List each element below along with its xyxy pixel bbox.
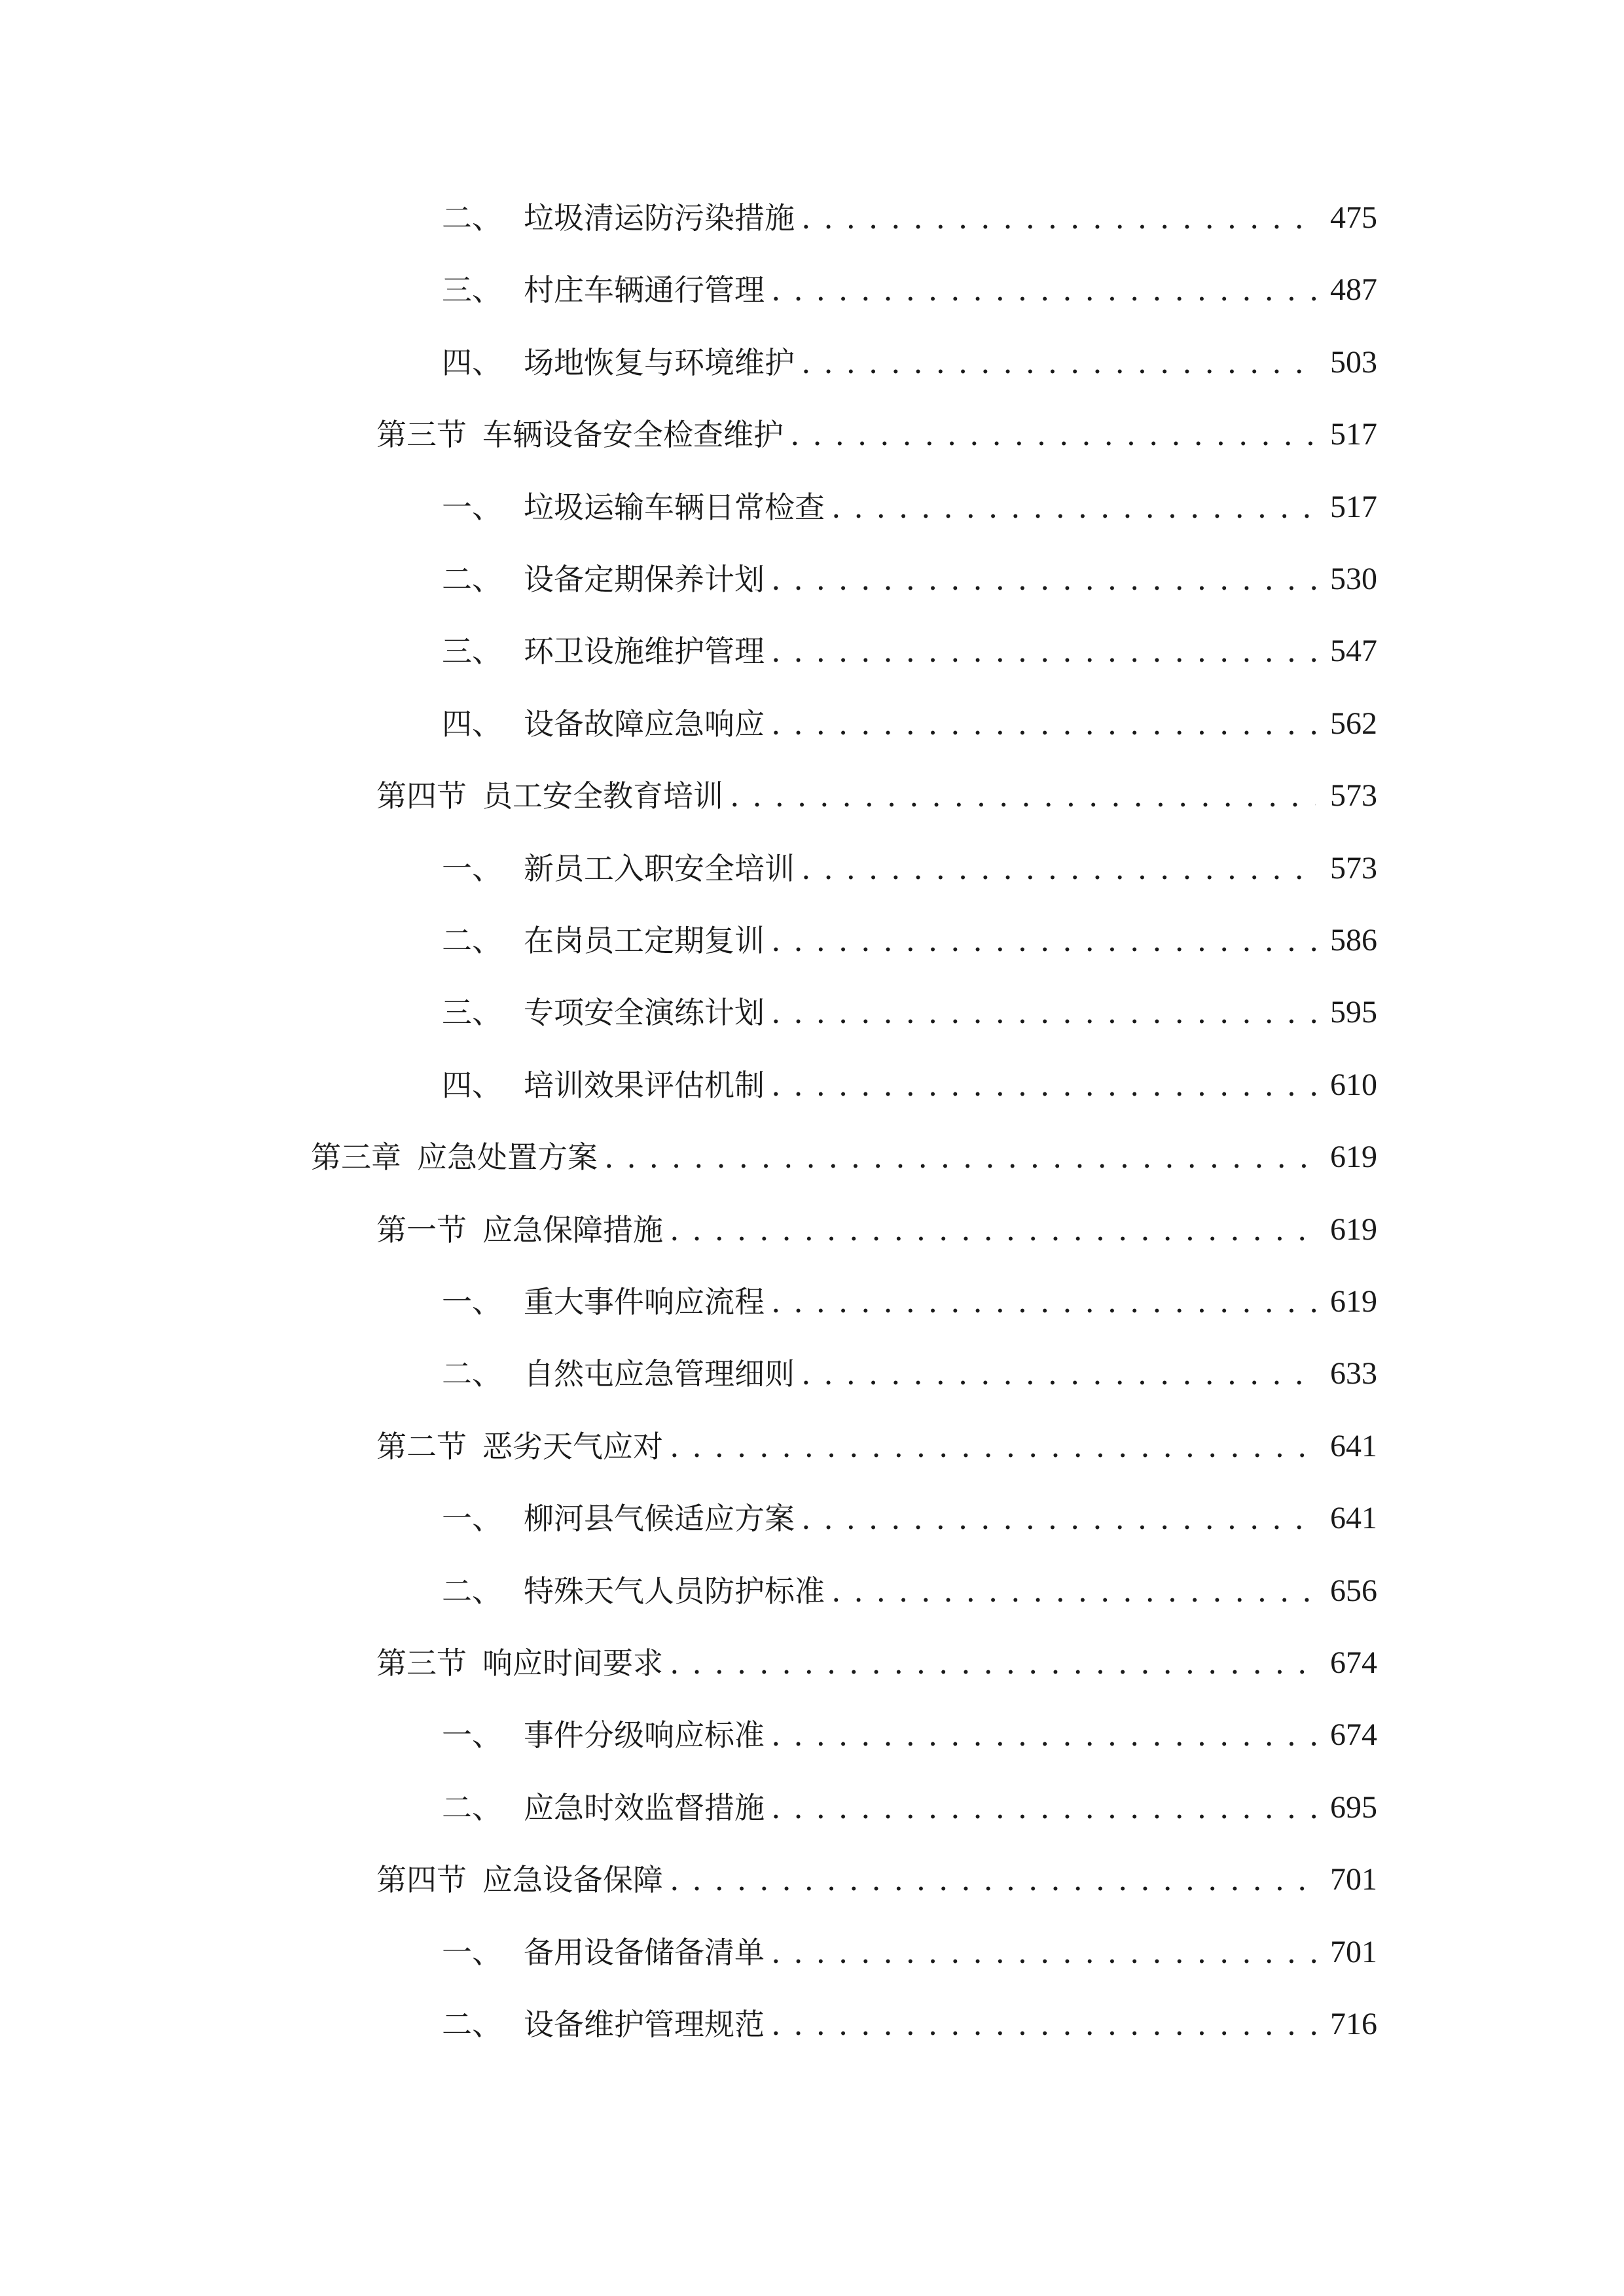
toc-section-entry[interactable]	[376, 1420, 1377, 1473]
toc-entry-page-number: 641	[1330, 1429, 1377, 1463]
toc-entry-page-number: 716	[1330, 2007, 1377, 2041]
toc-entry-page-number: 517	[1330, 417, 1377, 452]
toc-section-entry[interactable]	[376, 408, 1377, 461]
dot-leader	[670, 1420, 1316, 1473]
toc-entry-page-number: 701	[1330, 1935, 1377, 1969]
dot-leader	[771, 1998, 1316, 2051]
toc-entry-title: 恶劣天气应对	[482, 1429, 663, 1464]
toc-entry-number: 第二节	[376, 1429, 467, 1464]
toc-entry-number: 第一节	[376, 1212, 467, 1247]
dot-leader	[730, 770, 1316, 822]
toc-entry-title: 自然屯应急管理细则	[524, 1356, 795, 1391]
toc-entry-page-number: 701	[1330, 1862, 1377, 1897]
toc-subsection-entry[interactable]	[442, 1348, 1377, 1400]
toc-entry-page-number: 530	[1330, 562, 1377, 596]
toc-subsection-entry[interactable]	[442, 1998, 1377, 2051]
toc-entry-title: 设备定期保养计划	[524, 562, 765, 597]
toc-subsection-entry[interactable]	[442, 1492, 1377, 1545]
toc-subsection-entry[interactable]	[442, 1276, 1377, 1328]
toc-entry-page-number: 641	[1330, 1501, 1377, 1535]
dot-leader	[604, 1131, 1316, 1183]
toc-subsection-entry[interactable]	[442, 1709, 1377, 1761]
toc-entry-title: 重大事件响应流程	[524, 1284, 765, 1319]
toc-entry-title: 垃圾清运防污染措施	[524, 200, 795, 236]
dot-leader	[801, 1492, 1316, 1545]
toc-entry-title: 车辆设备安全检查维护	[482, 417, 784, 452]
toc-entry-page-number: 573	[1330, 778, 1377, 813]
toc-entry-title: 垃圾运输车辆日常检查	[524, 490, 825, 525]
toc-entry-title: 应急设备保障	[482, 1862, 663, 1897]
toc-entry-number: 二、	[442, 1356, 502, 1391]
toc-subsection-entry[interactable]	[442, 1926, 1377, 1979]
toc-section-entry[interactable]	[376, 1854, 1377, 1906]
toc-entry-page-number: 475	[1330, 200, 1377, 235]
toc-subsection-entry[interactable]	[442, 264, 1377, 316]
toc-entry-page-number: 595	[1330, 995, 1377, 1030]
dot-leader	[771, 625, 1316, 677]
toc-entry-number: 一、	[442, 851, 502, 886]
toc-entry-number: 四、	[442, 706, 502, 742]
toc-entry-number: 一、	[442, 490, 502, 525]
toc-subsection-entry[interactable]	[442, 1565, 1377, 1617]
toc-entry-title: 柳河县气候适应方案	[524, 1501, 795, 1536]
toc-entry-title: 设备维护管理规范	[524, 2007, 765, 2042]
dot-leader	[771, 553, 1316, 605]
toc-entry-page-number: 674	[1330, 1717, 1377, 1752]
toc-subsection-entry[interactable]	[442, 625, 1377, 677]
dot-leader	[831, 481, 1316, 533]
toc-entry-page-number: 633	[1330, 1356, 1377, 1391]
toc-entry-number: 第四节	[376, 778, 467, 814]
dot-leader	[771, 698, 1316, 750]
dot-leader	[771, 986, 1316, 1039]
toc-entry-number: 第三节	[376, 1645, 467, 1681]
toc-entry-title: 场地恢复与环境维护	[524, 345, 795, 380]
toc-entry-number: 四、	[442, 345, 502, 380]
toc-entry-page-number: 619	[1330, 1139, 1377, 1174]
toc-entry-number: 第三章	[311, 1139, 401, 1175]
toc-entry-number: 二、	[442, 923, 502, 958]
dot-leader	[670, 1204, 1316, 1256]
dot-leader	[801, 336, 1316, 389]
toc-entry-number: 三、	[442, 634, 502, 669]
toc-entry-number: 一、	[442, 1501, 502, 1536]
toc-entry-page-number: 619	[1330, 1212, 1377, 1247]
toc-entry-number: 二、	[442, 562, 502, 597]
dot-leader	[771, 264, 1316, 316]
dot-leader	[790, 408, 1316, 461]
toc-entry-title: 事件分级响应标准	[524, 1717, 765, 1753]
toc-entry-number: 一、	[442, 1935, 502, 1970]
dot-leader	[771, 1709, 1316, 1761]
toc-section-entry[interactable]	[376, 1637, 1377, 1689]
toc-subsection-entry[interactable]	[442, 192, 1377, 244]
toc-entry-page-number: 562	[1330, 706, 1377, 741]
toc-entry-title: 在岗员工定期复训	[524, 923, 765, 958]
toc-entry-title: 应急处置方案	[417, 1139, 598, 1175]
toc-entry-number: 二、	[442, 1573, 502, 1609]
toc-subsection-entry[interactable]	[442, 842, 1377, 895]
toc-entry-number: 第四节	[376, 1862, 467, 1897]
toc-entry-number: 一、	[442, 1717, 502, 1753]
toc-entry-title: 特殊天气人员防护标准	[524, 1573, 825, 1609]
dot-leader	[771, 1276, 1316, 1328]
toc-entry-title: 应急保障措施	[482, 1212, 663, 1247]
toc-entry-number: 二、	[442, 2007, 502, 2042]
dot-leader	[771, 1782, 1316, 1834]
toc-entry-page-number: 586	[1330, 923, 1377, 958]
dot-leader	[801, 192, 1316, 244]
dot-leader	[771, 914, 1316, 967]
toc-chapter-entry[interactable]	[311, 1131, 1377, 1183]
toc-entry-number: 二、	[442, 200, 502, 236]
dot-leader	[801, 1348, 1316, 1400]
toc-entry-number: 一、	[442, 1284, 502, 1319]
toc-subsection-entry[interactable]	[442, 336, 1377, 389]
toc-entry-page-number: 503	[1330, 345, 1377, 380]
toc-entry-page-number: 487	[1330, 272, 1377, 307]
toc-entry-title: 新员工入职安全培训	[524, 851, 795, 886]
toc-entry-number: 三、	[442, 995, 502, 1030]
toc-entry-page-number: 656	[1330, 1573, 1377, 1608]
toc-entry-title: 专项安全演练计划	[524, 995, 765, 1030]
toc-entry-number: 四、	[442, 1067, 502, 1103]
toc-subsection-entry[interactable]	[442, 698, 1377, 750]
toc-entry-title: 应急时效监督措施	[524, 1790, 765, 1825]
toc-entry-title: 备用设备储备清单	[524, 1935, 765, 1970]
toc-subsection-entry[interactable]	[442, 986, 1377, 1039]
toc-entry-page-number: 517	[1330, 490, 1377, 524]
toc-subsection-entry[interactable]	[442, 914, 1377, 967]
toc-subsection-entry[interactable]	[442, 553, 1377, 605]
toc-entry-number: 二、	[442, 1790, 502, 1825]
toc-entry-title: 员工安全教育培训	[482, 778, 723, 814]
dot-leader	[670, 1637, 1316, 1689]
toc-entry-title: 响应时间要求	[482, 1645, 663, 1681]
toc-subsection-entry[interactable]	[442, 1059, 1377, 1111]
toc-entry-page-number: 674	[1330, 1645, 1377, 1680]
toc-entry-page-number: 619	[1330, 1284, 1377, 1319]
toc-entry-page-number: 547	[1330, 634, 1377, 668]
toc-section-entry[interactable]	[376, 770, 1377, 822]
dot-leader	[831, 1565, 1316, 1617]
dot-leader	[771, 1059, 1316, 1111]
dot-leader	[771, 1926, 1316, 1979]
toc-entry-number: 第三节	[376, 417, 467, 452]
toc-entry-page-number: 695	[1330, 1790, 1377, 1825]
toc-entry-page-number: 610	[1330, 1067, 1377, 1102]
toc-section-entry[interactable]	[376, 1204, 1377, 1256]
dot-leader	[670, 1854, 1316, 1906]
toc-subsection-entry[interactable]	[442, 1782, 1377, 1834]
toc-subsection-entry[interactable]	[442, 481, 1377, 533]
toc-entry-number: 三、	[442, 272, 502, 308]
toc-entry-title: 村庄车辆通行管理	[524, 272, 765, 308]
dot-leader	[801, 842, 1316, 895]
toc-entry-title: 设备故障应急响应	[524, 706, 765, 742]
toc-entry-title: 环卫设施维护管理	[524, 634, 765, 669]
toc-entry-page-number: 573	[1330, 851, 1377, 886]
toc-entry-title: 培训效果评估机制	[524, 1067, 765, 1103]
